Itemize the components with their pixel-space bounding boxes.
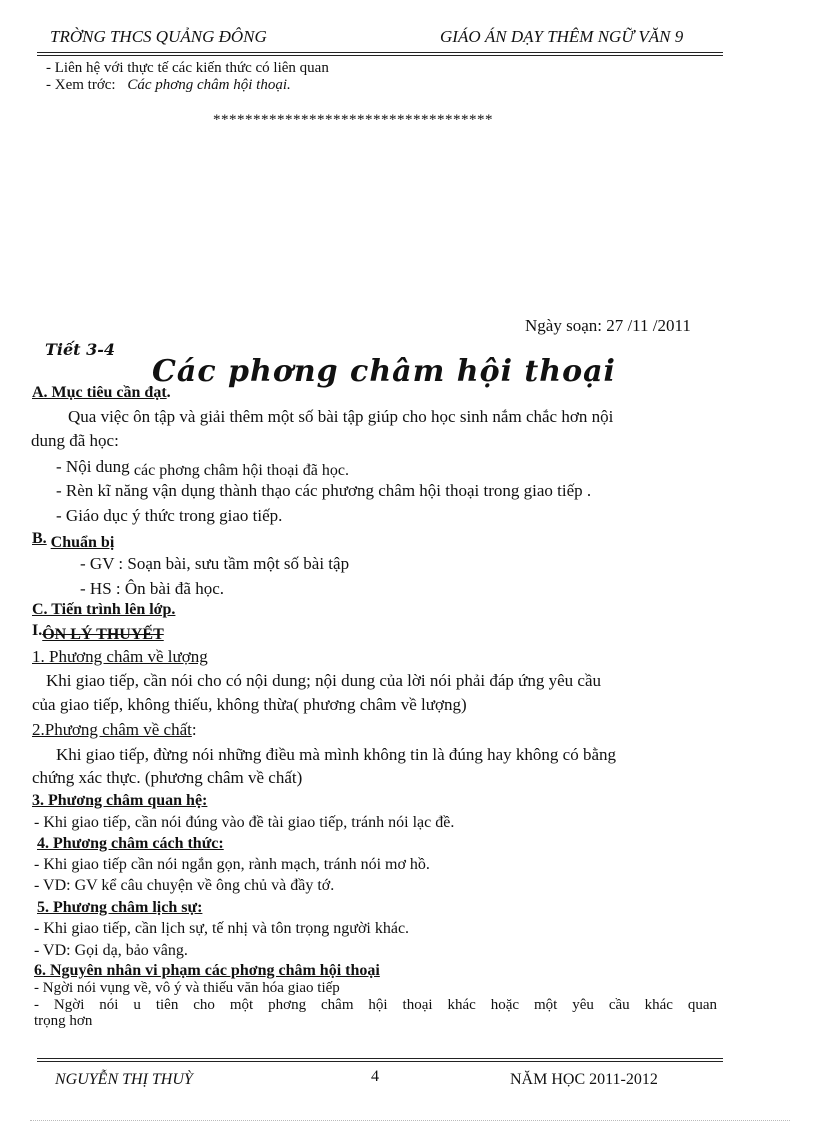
p5-line-1: - Khi giao tiếp, cần lịch sự, tế nhị và tôn trọng người khác.	[34, 920, 410, 937]
header-school: TRỜNG THCS QUẢNG ĐÔNG	[50, 27, 267, 46]
p5-heading: 5. Phương châm lịch sự:	[37, 899, 203, 916]
section-a-item-3: - Giáo dục ý thức trong giao tiếp.	[56, 506, 283, 525]
section-a-intro-1: Qua việc ôn tập và giải thêm một số bài tập giúp cho học sinh nắm chắc hơn nội	[68, 407, 614, 426]
period-label: Tiết 3-4	[45, 340, 116, 359]
footer-year: NĂM HỌC 2011-2012	[510, 1071, 658, 1088]
date-prepared: Ngày soạn: 27 /11 /2011	[525, 316, 691, 335]
footer-page-number: 4	[371, 1068, 379, 1085]
section-c-sub-text: ÔN LÝ THUYẾT	[42, 626, 164, 643]
section-a-item-2: - Rèn kĩ năng vận dụng thành thạo các phương châm hội thoại trong giao tiếp .	[56, 481, 592, 500]
section-c-roman: I.	[32, 622, 43, 639]
p6-line-1: - Ngời nói vụng về, vô ý và thiếu văn hóa giao tiếp	[34, 980, 340, 996]
p4-heading: 4. Phương châm cách thức:	[37, 835, 224, 852]
section-a-heading	[32, 384, 171, 402]
section-c-heading: C. Tiến trình lên lớp.	[32, 601, 176, 618]
section-b-gv: - GV : Soạn bài, sưu tầm một số bài tập	[80, 554, 350, 573]
p4-line-2: - VD: GV kể câu chuyện về ông chủ và đầy tớ.	[34, 877, 335, 894]
p2-heading-text: 2.Phương châm về chất	[32, 720, 192, 739]
section-a-intro-2: dung đã học:	[31, 431, 119, 450]
page-edge-dotted-line	[30, 1120, 790, 1121]
section-b-heading	[32, 530, 115, 551]
p2-heading	[32, 720, 197, 740]
p3-line-1: - Khi giao tiếp, cần nói đúng vào đề tài giao tiếp, tránh nói lạc đề.	[34, 814, 455, 831]
p2-line-2: chứng xác thực. (phương châm về chất)	[32, 768, 303, 787]
p1-line-2: của giao tiếp, không thiếu, không thừa( phương châm về lượng)	[32, 695, 467, 714]
section-a-item-1	[56, 457, 349, 477]
p3-heading: 3. Phương châm quan hệ:	[32, 792, 208, 809]
prev-line-2	[46, 77, 291, 94]
p2-heading-colon: :	[191, 720, 197, 739]
page-title: Các phơng châm hội thoại	[152, 354, 616, 389]
prev-line-2-prefix: - Xem trớc:	[46, 77, 116, 93]
section-b-hs: - HS : Ôn bài đã học.	[80, 579, 225, 598]
p6-line-3: trọng hơn	[34, 1013, 93, 1029]
section-a-item-1-text: các phơng châm hội thoại đã học.	[133, 462, 349, 479]
section-a-heading-dot: .	[166, 384, 171, 401]
p6-line-2: - Ngời nói u tiên cho một phơng châm hội thoại khác hoặc một yêu cầu khác quan	[34, 997, 717, 1013]
section-a-heading-text: A. Mục tiêu cần đạt	[32, 384, 167, 401]
header-rule-bottom	[37, 55, 723, 56]
section-b-heading-text: Chuẩn bị	[50, 534, 115, 551]
footer-author: NGUYỄN THỊ THUỲ	[55, 1071, 193, 1088]
footer-rule-top	[37, 1058, 723, 1059]
prev-line-2-italic: Các phơng châm hội thoại.	[127, 77, 291, 93]
section-a-item-1-label: - Nội dung	[56, 457, 130, 476]
p6-heading: 6. Nguyên nhân vi phạm các phơng châm hội thoại	[34, 962, 380, 979]
section-c-sub	[32, 622, 164, 643]
prev-line-1: - Liên hệ với thực tế các kiến thức có liên quan	[46, 60, 329, 76]
separator-stars: ***********************************	[213, 112, 493, 128]
p1-line-1: Khi giao tiếp, cần nói cho có nội dung; nội dung của lời nói phải đáp ứng yêu cầu	[46, 671, 601, 690]
header-rule-top	[37, 52, 723, 53]
p4-line-1: - Khi giao tiếp cần nói ngắn gọn, rành mạch, tránh nói mơ hồ.	[34, 856, 430, 873]
section-b-label: B.	[32, 530, 47, 547]
p2-line-1: Khi giao tiếp, đừng nói những điều mà mình không tin là đúng hay không có bằng	[56, 745, 616, 764]
p1-heading: 1. Phương châm về lượng	[32, 647, 208, 666]
header-subject: GIÁO ÁN DẠY THÊM NGỮ VĂN 9	[440, 27, 684, 46]
p5-line-2: - VD: Gọi dạ, bảo vâng.	[34, 942, 188, 959]
footer-rule-bottom	[37, 1061, 723, 1062]
